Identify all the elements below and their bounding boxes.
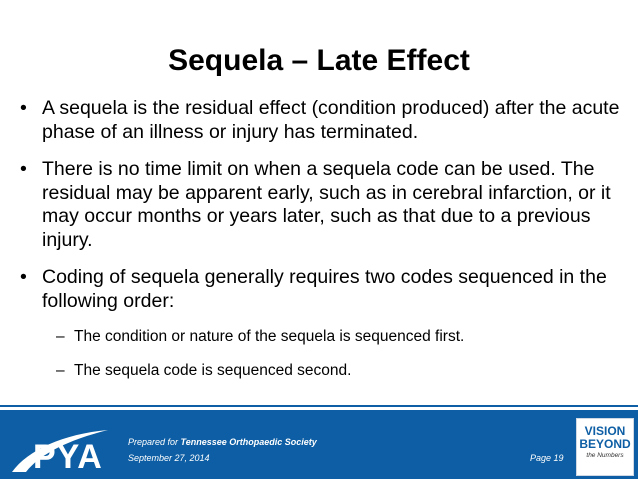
sub-bullet-text: The sequela code is sequenced second. bbox=[74, 362, 352, 379]
vision-beyond-badge bbox=[576, 418, 634, 476]
footer-divider bbox=[0, 405, 638, 407]
bullet-dot: • bbox=[20, 266, 27, 288]
page-number: Page 19 bbox=[530, 453, 564, 463]
slide-body bbox=[18, 97, 630, 395]
sub-bullet-item bbox=[18, 361, 630, 381]
prepared-for-line bbox=[128, 436, 317, 448]
pya-logo-text: PYA bbox=[33, 438, 103, 476]
slide-title: Sequela – Late Effect bbox=[168, 44, 470, 77]
sub-bullet-dash: – bbox=[56, 328, 65, 345]
bullet-text: A sequela is the residual effect (condition produced) after the acute phase of an illness or injury has terminated. bbox=[42, 97, 620, 143]
bullet-dot: • bbox=[20, 97, 27, 119]
bullet-text: There is no time limit on when a sequela code can be used. The residual may be apparent early, such as in cerebral infarction, or it may occur months or years later, such as that due to a previous injury. bbox=[42, 158, 611, 251]
sub-bullet-text: The condition or nature of the sequela is sequenced first. bbox=[74, 328, 465, 345]
footer-date: September 27, 2014 bbox=[128, 453, 210, 463]
badge-line-1: VISION bbox=[584, 424, 626, 438]
prepared-prefix: Prepared for bbox=[128, 437, 181, 447]
sub-bullet-dash: – bbox=[56, 362, 65, 379]
bullet-dot: • bbox=[20, 158, 27, 180]
sub-bullet-item bbox=[18, 327, 630, 347]
bullet-text: Coding of sequela generally requires two codes sequenced in the following order: bbox=[42, 266, 607, 312]
bullet-item bbox=[18, 158, 630, 252]
prepared-org: Tennessee Orthopaedic Society bbox=[180, 437, 317, 447]
badge-line-2: BEYOND bbox=[579, 437, 631, 451]
badge-line-3: the Numbers bbox=[586, 452, 624, 459]
bullet-item bbox=[18, 266, 630, 313]
bullet-item bbox=[18, 97, 630, 144]
